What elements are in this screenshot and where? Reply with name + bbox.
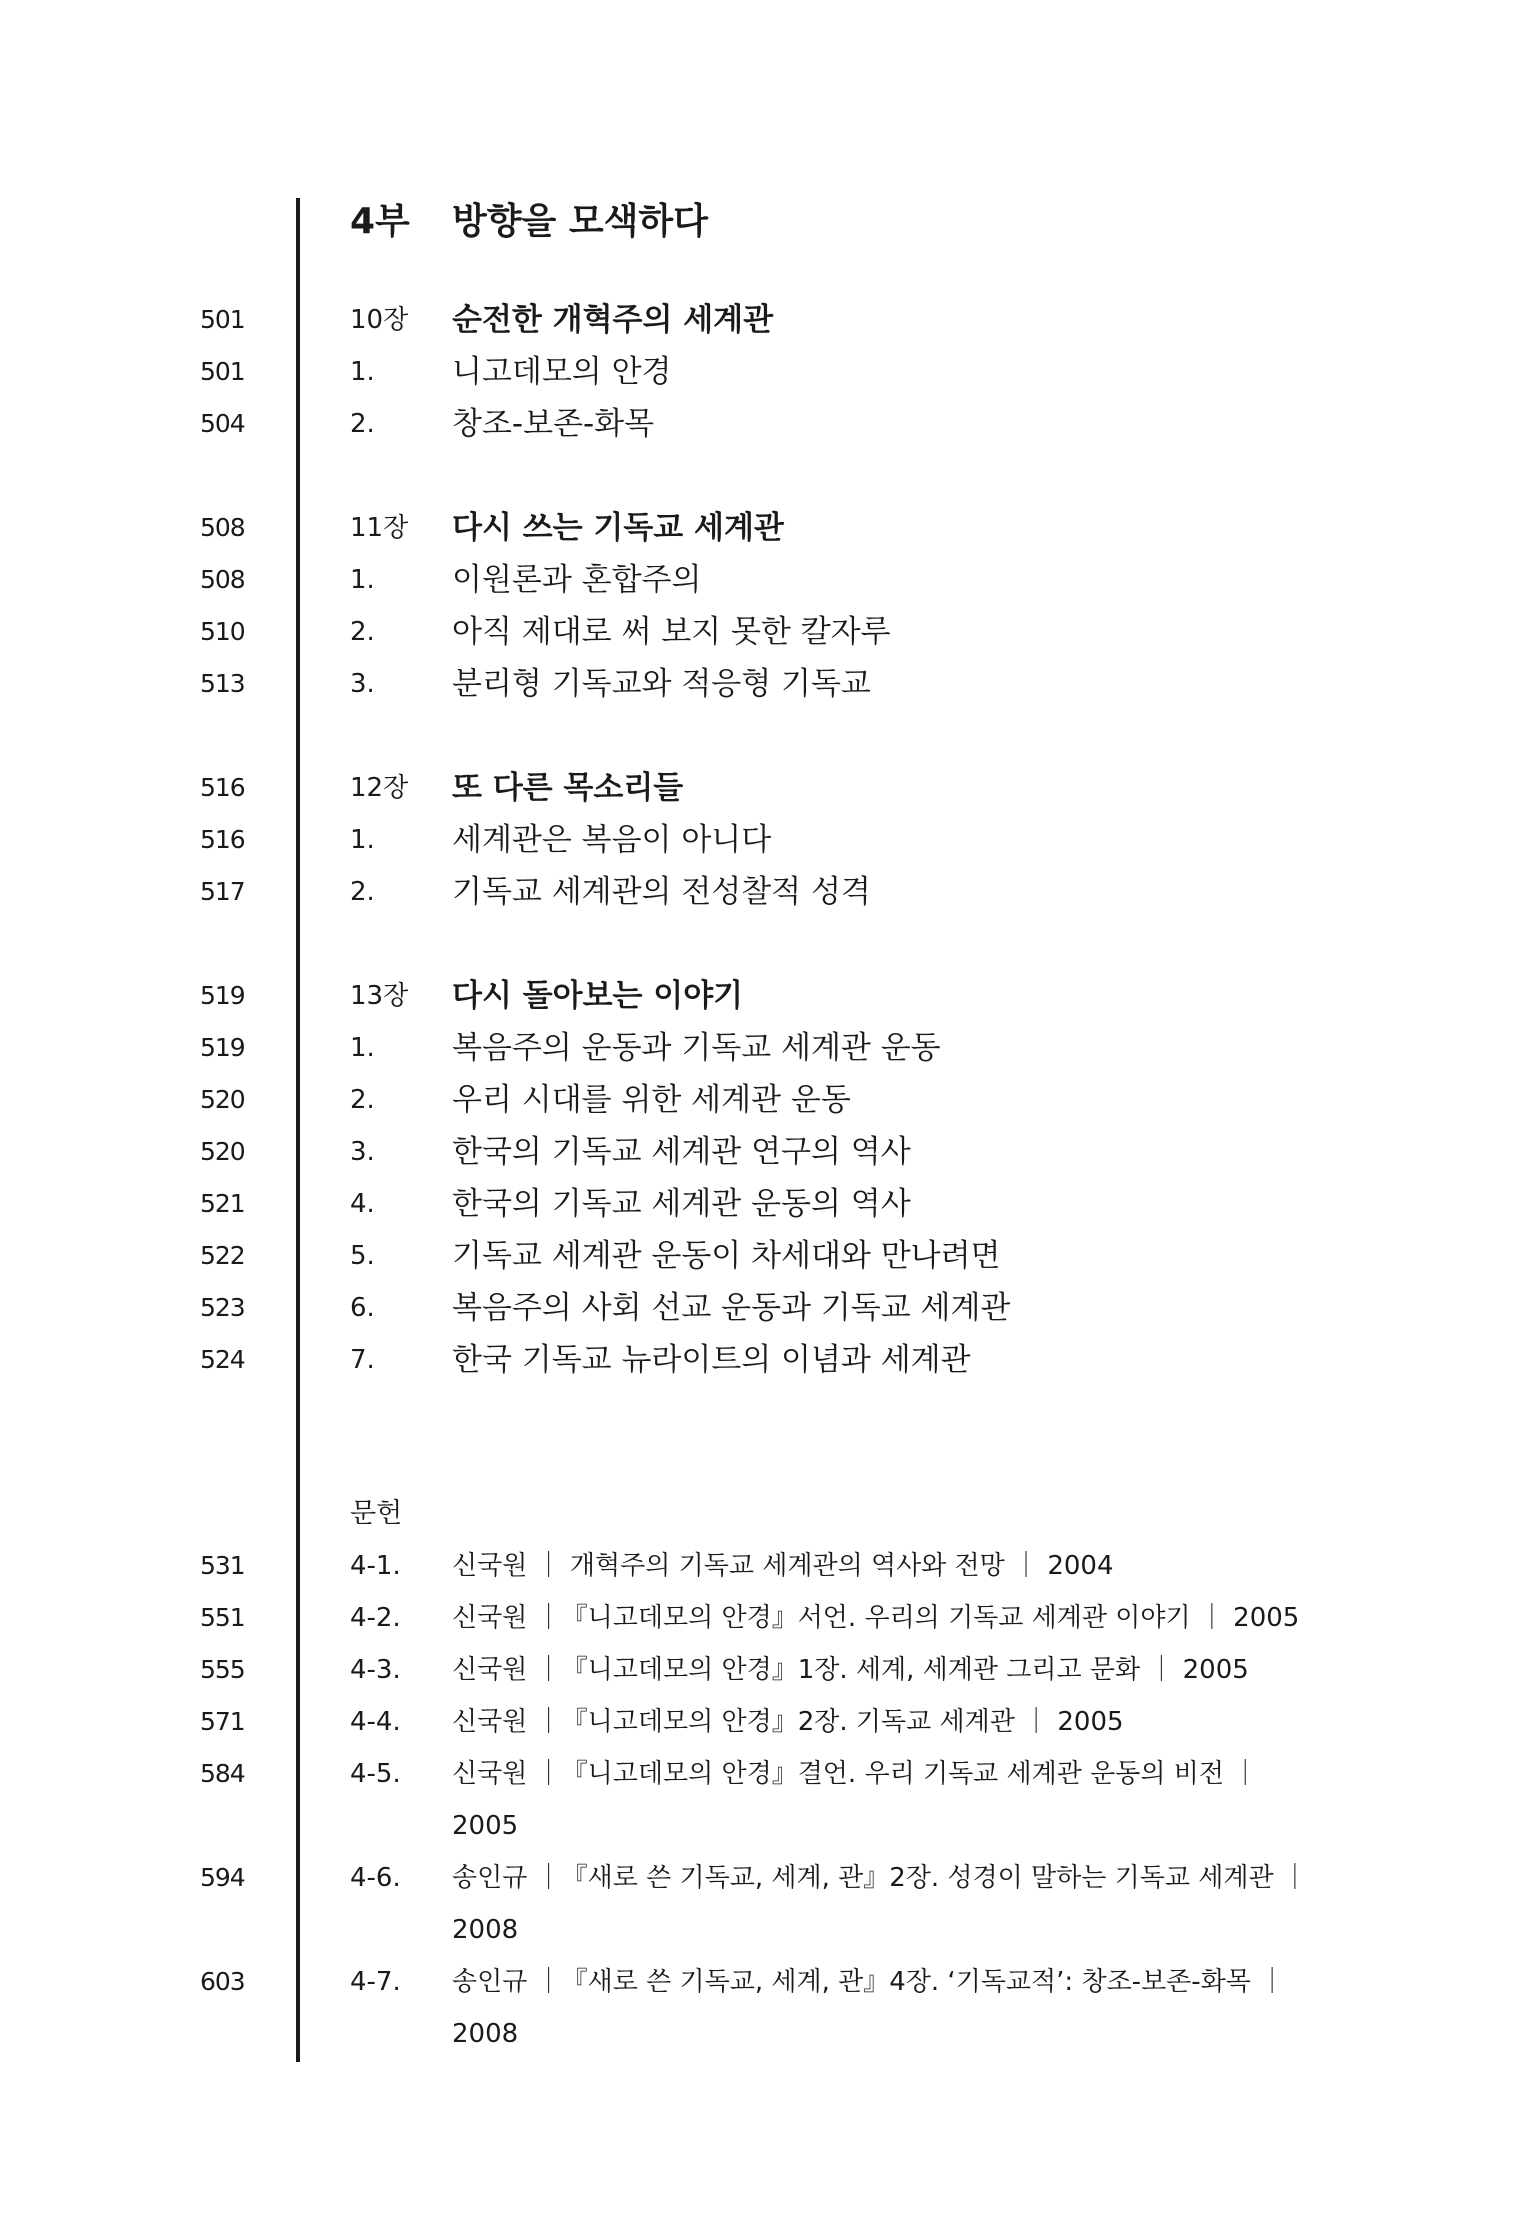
reference-row[interactable] [0,1956,1530,2049]
page-number: 516 [200,825,245,854]
chapter-label: 10장 [350,305,409,335]
reference-row[interactable] [0,1644,1530,1696]
toc-section-row[interactable] [0,1074,1530,1126]
reference-number: 4-4. [350,1707,401,1737]
section-number: 2. [350,877,375,907]
reference-number: 4-5. [350,1759,401,1789]
section-number: 4. [350,1189,375,1219]
page-number: 504 [200,409,245,438]
reference-text: 신국원 ｜ 개혁주의 기독교 세계관의 역사와 전망 ｜ 2004 [452,1551,1114,1581]
chapter-label: 13장 [350,981,409,1011]
section-title: 창조-보존-화목 [452,406,655,442]
page-number: 517 [200,877,245,906]
chapter-title: 또 다른 목소리들 [452,770,684,806]
page-number: 571 [200,1707,245,1736]
page-number: 510 [200,617,245,646]
references-label: 문헌 [350,1498,403,1529]
page-number: 508 [200,565,245,594]
page-number: 516 [200,773,245,802]
page-number: 508 [200,513,245,542]
section-number: 2. [350,617,375,647]
section-title: 복음주의 운동과 기독교 세계관 운동 [452,1030,941,1066]
toc-section-row[interactable] [0,398,1530,450]
chapter-label: 11장 [350,513,409,543]
reference-text-continued: 2008 [452,2019,519,2049]
toc-section-row[interactable] [0,554,1530,606]
section-title: 한국의 기독교 세계관 연구의 역사 [452,1134,911,1170]
page-number: 501 [200,357,245,386]
section-title: 분리형 기독교와 적응형 기독교 [452,666,871,702]
section-title: 아직 제대로 써 보지 못한 칼자루 [452,614,891,650]
reference-text-continued: 2008 [452,1915,519,1945]
toc-section-row[interactable] [0,814,1530,866]
page-number: 584 [200,1759,245,1788]
section-number: 1. [350,825,375,855]
toc-section-row[interactable] [0,1334,1530,1386]
section-title: 한국 기독교 뉴라이트의 이념과 세계관 [452,1342,971,1378]
toc-chapter-row[interactable] [0,970,1530,1022]
chapter-label: 12장 [350,773,409,803]
page-number: 522 [200,1241,245,1270]
chapter-title: 순전한 개혁주의 세계관 [452,302,774,338]
reference-text: 신국원 ｜『니고데모의 안경』2장. 기독교 세계관 ｜ 2005 [452,1707,1124,1737]
toc-section-row[interactable] [0,606,1530,658]
section-number: 1. [350,357,375,387]
toc-chapter-row[interactable] [0,502,1530,554]
page-number: 603 [200,1967,245,1996]
reference-row[interactable] [0,1696,1530,1748]
section-number: 2. [350,409,375,439]
page-number: 520 [200,1085,245,1114]
section-title: 우리 시대를 위한 세계관 운동 [452,1082,851,1118]
reference-text: 신국원 ｜『니고데모의 안경』결언. 우리 기독교 세계관 운동의 비전 ｜ [452,1759,1259,1789]
page-number: 555 [200,1655,245,1684]
section-title: 니고데모의 안경 [452,354,672,390]
page-number: 519 [200,1033,245,1062]
section-number: 1. [350,1033,375,1063]
reference-text: 송인규 ｜『새로 쓴 기독교, 세계, 관』4장. ‘기독교적’: 창조-보존-화목 ｜ [452,1967,1286,1997]
page-number: 513 [200,669,245,698]
section-title: 세계관은 복음이 아니다 [452,822,772,858]
section-title: 복음주의 사회 선교 운동과 기독교 세계관 [452,1290,1011,1326]
toc-chapter-row[interactable] [0,294,1530,346]
toc-section-row[interactable] [0,1126,1530,1178]
reference-text: 신국원 ｜『니고데모의 안경』서언. 우리의 기독교 세계관 이야기 ｜ 2005 [452,1603,1300,1633]
toc-chapter-row[interactable] [0,762,1530,814]
part-title: 방향을 모색하다 [452,201,708,242]
reference-row[interactable] [0,1540,1530,1592]
reference-number: 4-7. [350,1967,401,1997]
reference-row[interactable] [0,1748,1530,1841]
reference-number: 4-6. [350,1863,401,1893]
toc-section-row[interactable] [0,866,1530,918]
toc-section-row[interactable] [0,1282,1530,1334]
reference-number: 4-2. [350,1603,401,1633]
page-number: 531 [200,1551,245,1580]
section-number: 7. [350,1345,375,1375]
toc-section-row[interactable] [0,346,1530,398]
toc-section-row[interactable] [0,1022,1530,1074]
reference-text: 신국원 ｜『니고데모의 안경』1장. 세계, 세계관 그리고 문화 ｜ 2005 [452,1655,1249,1685]
section-number: 6. [350,1293,375,1323]
part-number: 4부 [350,201,410,242]
section-title: 한국의 기독교 세계관 운동의 역사 [452,1186,911,1222]
reference-row[interactable] [0,1592,1530,1644]
section-number: 3. [350,669,375,699]
section-title: 기독교 세계관의 전성찰적 성격 [452,874,871,910]
page-number: 551 [200,1603,245,1632]
section-number: 2. [350,1085,375,1115]
section-title: 기독교 세계관 운동이 차세대와 만나려면 [452,1238,1001,1274]
reference-number: 4-3. [350,1655,401,1685]
toc-section-row[interactable] [0,658,1530,710]
reference-row[interactable] [0,1852,1530,1945]
reference-text-continued: 2005 [452,1811,519,1841]
page-number: 521 [200,1189,245,1218]
page-number: 501 [200,305,245,334]
chapter-title: 다시 쓰는 기독교 세계관 [452,510,784,546]
section-number: 3. [350,1137,375,1167]
section-number: 5. [350,1241,375,1271]
toc-section-row[interactable] [0,1230,1530,1282]
reference-number: 4-1. [350,1551,401,1581]
page-number: 523 [200,1293,245,1322]
section-title: 이원론과 혼합주의 [452,562,702,598]
page-number: 524 [200,1345,245,1374]
page-number: 519 [200,981,245,1010]
reference-text: 송인규 ｜『새로 쓴 기독교, 세계, 관』2장. 성경이 말하는 기독교 세계관 ｜ [452,1863,1308,1893]
chapter-title: 다시 돌아보는 이야기 [452,978,744,1014]
toc-section-row[interactable] [0,1178,1530,1230]
section-number: 1. [350,565,375,595]
page-number: 594 [200,1863,245,1892]
page-number: 520 [200,1137,245,1166]
